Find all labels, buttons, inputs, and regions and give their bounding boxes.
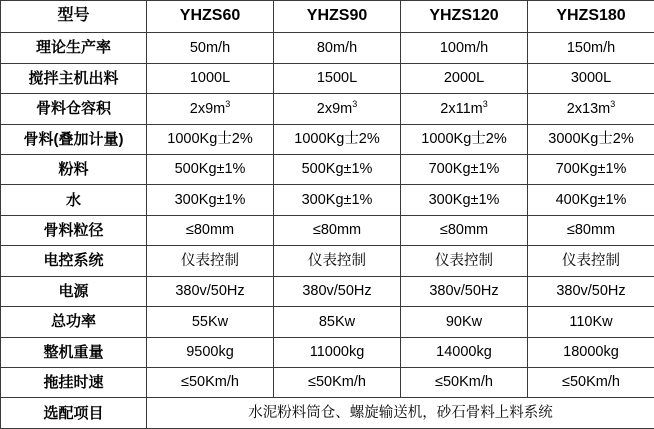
- table-row: [1, 276, 654, 306]
- row-value: 380v/50Hz: [528, 276, 654, 306]
- row-value: ≤80mm: [401, 215, 528, 245]
- row-value: ≤50Km/h: [401, 367, 528, 397]
- row-label: 骨料(叠加计量): [1, 124, 147, 154]
- table-header-row: [1, 1, 654, 33]
- row-value: 2000L: [401, 63, 528, 93]
- table-row: [1, 155, 654, 185]
- row-value: 1000Kg士2%: [147, 124, 274, 154]
- value-superscript: 3: [352, 98, 358, 109]
- row-value: 仪表控制: [147, 246, 274, 276]
- table-row: [1, 124, 654, 154]
- table-row: [1, 185, 654, 215]
- row-value: 500Kg±1%: [274, 155, 401, 185]
- value-text: 2x13m: [566, 100, 611, 117]
- header-model-3: YHZS120: [401, 1, 528, 33]
- table-row: [1, 94, 654, 124]
- optional-items-row: [1, 398, 654, 429]
- row-value: 300Kg±1%: [274, 185, 401, 215]
- row-label: 理论生产率: [1, 33, 147, 63]
- row-value: ≤80mm: [147, 215, 274, 245]
- row-label: 粉料: [1, 155, 147, 185]
- value-superscript: 3: [610, 98, 616, 109]
- row-value: [274, 94, 401, 124]
- row-label: 骨料粒径: [1, 215, 147, 245]
- row-value: 700Kg±1%: [528, 155, 654, 185]
- row-label: 总功率: [1, 307, 147, 337]
- value-superscript: 3: [482, 98, 488, 109]
- row-value: 85Kw: [274, 307, 401, 337]
- row-value: 9500kg: [147, 337, 274, 367]
- row-value: 80m/h: [274, 33, 401, 63]
- value-text: 2x9m: [189, 100, 226, 117]
- row-value: [147, 94, 274, 124]
- row-value: 380v/50Hz: [401, 276, 528, 306]
- row-value: 50m/h: [147, 33, 274, 63]
- row-label: 拖挂时速: [1, 367, 147, 397]
- row-value: ≤50Km/h: [147, 367, 274, 397]
- row-value: 仪表控制: [401, 246, 528, 276]
- row-value: 11000kg: [274, 337, 401, 367]
- row-label: 电控系统: [1, 246, 147, 276]
- header-model-2: YHZS90: [274, 1, 401, 33]
- row-value: ≤50Km/h: [274, 367, 401, 397]
- table-row: [1, 63, 654, 93]
- row-value: 3000L: [528, 63, 654, 93]
- row-value: 400Kg±1%: [528, 185, 654, 215]
- row-value: 90Kw: [401, 307, 528, 337]
- table-row: [1, 246, 654, 276]
- row-label: 电源: [1, 276, 147, 306]
- header-label-model: 型号: [1, 1, 147, 33]
- table-row: [1, 337, 654, 367]
- row-value: ≤50Km/h: [528, 367, 654, 397]
- row-value: 14000kg: [401, 337, 528, 367]
- row-value: 3000Kg士2%: [528, 124, 654, 154]
- table-row: [1, 307, 654, 337]
- row-value: 300Kg±1%: [401, 185, 528, 215]
- header-model-4: YHZS180: [528, 1, 654, 33]
- row-value: 18000kg: [528, 337, 654, 367]
- row-value: [401, 94, 528, 124]
- value-superscript: 3: [225, 98, 231, 109]
- optional-items-value: 水泥粉料筒仓、螺旋输送机，砂石骨料上料系统: [147, 398, 654, 429]
- row-value: 仪表控制: [274, 246, 401, 276]
- row-value: 500Kg±1%: [147, 155, 274, 185]
- row-label: 搅拌主机出料: [1, 63, 147, 93]
- row-value: 380v/50Hz: [274, 276, 401, 306]
- value-text: 2x11m: [440, 100, 483, 117]
- row-value: 150m/h: [528, 33, 654, 63]
- row-value: 110Kw: [528, 307, 654, 337]
- row-value: 仪表控制: [528, 246, 654, 276]
- header-model-1: YHZS60: [147, 1, 274, 33]
- row-value: 1000Kg士2%: [274, 124, 401, 154]
- row-value: 300Kg±1%: [147, 185, 274, 215]
- table-row: [1, 215, 654, 245]
- row-value: 1500L: [274, 63, 401, 93]
- row-value: 1000L: [147, 63, 274, 93]
- row-label: 水: [1, 185, 147, 215]
- row-label: 骨料仓容积: [1, 94, 147, 124]
- table-row: [1, 33, 654, 63]
- row-value: 380v/50Hz: [147, 276, 274, 306]
- value-text: 2x9m: [316, 100, 353, 117]
- row-value: 55Kw: [147, 307, 274, 337]
- row-value: 700Kg±1%: [401, 155, 528, 185]
- table-row: [1, 367, 654, 397]
- row-value: 100m/h: [401, 33, 528, 63]
- row-value: 1000Kg士2%: [401, 124, 528, 154]
- optional-items-label: 选配项目: [1, 398, 147, 429]
- row-value: ≤80mm: [528, 215, 654, 245]
- row-label: 整机重量: [1, 337, 147, 367]
- row-value: [528, 94, 654, 124]
- row-value: ≤80mm: [274, 215, 401, 245]
